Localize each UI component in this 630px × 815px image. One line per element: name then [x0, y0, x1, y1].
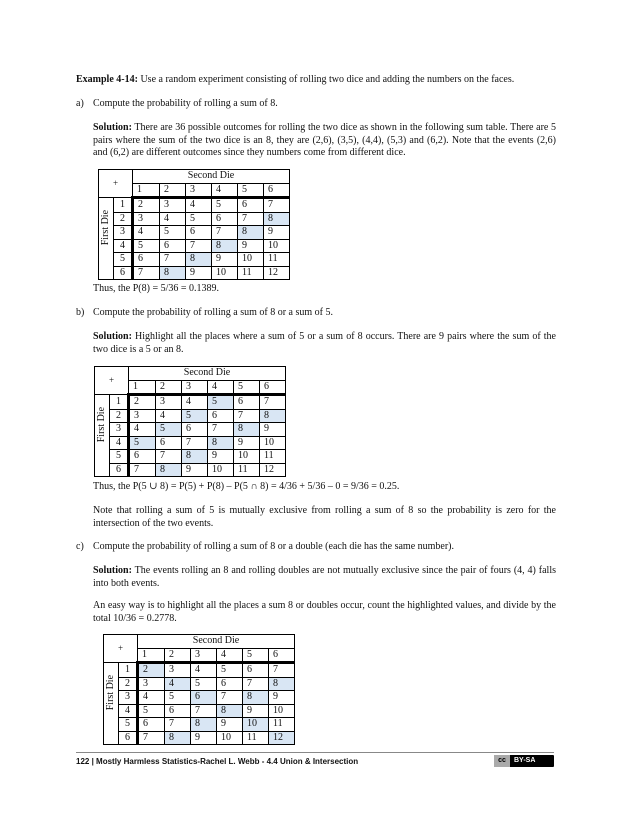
column-header: 3: [182, 380, 208, 395]
sum-cell: 11: [234, 463, 260, 477]
part-b-question: Compute the probability of rolling a sum of 8 or a sum of 5.: [93, 307, 333, 318]
sum-cell: 5: [165, 691, 191, 705]
row-header: 5: [110, 450, 129, 464]
first-die-header: [99, 198, 114, 280]
part-a-solution-text: There are 36 possible outcomes for rolling the two dice as shown in the following sum table. There are 5 pairs where the sum of the two dice is an 8, they are (2,6), (3,5), (4,4), (5,3) and (6,2). Note that the events (2,6) and (6,2) are different outcomes since they numbers come from different dice.: [93, 122, 556, 158]
sum-table-3: [103, 634, 295, 745]
sum-cell: 3: [160, 198, 186, 213]
column-header: 6: [269, 648, 295, 663]
second-die-header: Second Die: [138, 635, 295, 649]
sum-table-2: [94, 366, 286, 477]
sum-cell: 7: [186, 239, 212, 253]
row-header: 3: [114, 226, 133, 240]
sum-cell: 5: [217, 663, 243, 678]
column-header: 5: [238, 183, 264, 198]
highlighted-sum-cell: 8: [156, 463, 182, 477]
row-header: 1: [114, 198, 133, 213]
highlighted-sum-cell: 2: [138, 663, 165, 678]
column-header: 6: [260, 380, 286, 395]
part-b-solution-text: Highlight all the places where a sum of 5 or a sum of 8 occurs. There are 9 pairs where the sum of the two dice is a 5 or an 8.: [93, 331, 556, 355]
license-text: BY-SA: [514, 756, 536, 764]
sum-cell: 11: [238, 266, 264, 280]
sum-cell: 6: [138, 718, 165, 732]
second-die-header: Second Die: [133, 170, 290, 184]
sum-cell: 7: [269, 663, 295, 678]
sum-cell: 11: [264, 253, 290, 267]
sum-cell: 10: [217, 731, 243, 745]
part-c-text2: An easy way is to highlight all the places a sum 8 or doubles occur, count the highlighted values, and divide by the total 10/36 = 0.2778.: [93, 600, 556, 624]
sum-cell: 6: [165, 704, 191, 718]
footer-rule: [76, 752, 554, 753]
sum-cell: 5: [133, 239, 160, 253]
sum-cell: 7: [212, 226, 238, 240]
sum-cell: 4: [186, 198, 212, 213]
sum-cell: 7: [129, 463, 156, 477]
part-a-solution-heading: Solution:: [93, 122, 132, 133]
column-header: 4: [217, 648, 243, 663]
part-b-solution: [93, 331, 556, 356]
sum-cell: 10: [238, 253, 264, 267]
part-b-label: b): [76, 307, 85, 318]
sum-cell: 7: [191, 704, 217, 718]
highlighted-sum-cell: 8: [269, 677, 295, 691]
highlighted-sum-cell: 4: [165, 677, 191, 691]
dice-sum-table: [98, 169, 290, 280]
sum-cell: 6: [238, 198, 264, 213]
row-header: 6: [110, 463, 129, 477]
sum-cell: 7: [260, 395, 286, 410]
sum-cell: 5: [160, 226, 186, 240]
sum-cell: 7: [160, 253, 186, 267]
highlighted-sum-cell: 5: [208, 395, 234, 410]
sum-cell: 3: [129, 409, 156, 423]
sum-cell: 4: [182, 395, 208, 410]
sum-cell: 7: [182, 436, 208, 450]
row-header: 5: [114, 253, 133, 267]
sum-cell: 7: [165, 718, 191, 732]
sum-cell: 2: [133, 198, 160, 213]
sum-cell: 7: [138, 731, 165, 745]
sum-cell: 11: [260, 450, 286, 464]
highlighted-sum-cell: 6: [191, 691, 217, 705]
sum-cell: 6: [129, 450, 156, 464]
highlighted-sum-cell: 8: [264, 212, 290, 226]
sum-cell: 10: [212, 266, 238, 280]
sum-cell: 9: [212, 253, 238, 267]
example-text: Use a random experiment consisting of rolling two dice and adding the numbers on the faces.: [137, 74, 515, 85]
column-header: 1: [133, 183, 160, 198]
sum-cell: 3: [156, 395, 182, 410]
sum-cell: 12: [264, 266, 290, 280]
highlighted-sum-cell: 8: [217, 704, 243, 718]
highlighted-sum-cell: 12: [269, 731, 295, 745]
part-a-question: Compute the probability of rolling a sum of 8.: [93, 98, 278, 109]
row-header: 5: [119, 718, 138, 732]
part-a-label: a): [76, 98, 84, 109]
column-header: 5: [234, 380, 260, 395]
row-header: 4: [110, 436, 129, 450]
highlighted-sum-cell: 5: [129, 436, 156, 450]
highlighted-sum-cell: 8: [234, 423, 260, 437]
part-a-solution: [93, 122, 556, 160]
plus-corner: +: [99, 170, 133, 198]
sum-cell: 9: [234, 436, 260, 450]
sum-cell: 7: [234, 409, 260, 423]
sum-table-1: [98, 169, 290, 280]
sum-cell: 7: [243, 677, 269, 691]
highlighted-sum-cell: 8: [260, 409, 286, 423]
sum-cell: 4: [129, 423, 156, 437]
sum-cell: 9: [208, 450, 234, 464]
plus-corner: +: [104, 635, 138, 663]
sum-cell: 5: [186, 212, 212, 226]
row-header: 3: [119, 691, 138, 705]
row-header: 6: [114, 266, 133, 280]
sum-cell: 5: [191, 677, 217, 691]
sum-cell: 10: [208, 463, 234, 477]
column-header: 3: [191, 648, 217, 663]
sum-cell: 6: [156, 436, 182, 450]
dice-sum-table: [103, 634, 295, 745]
row-header: 1: [110, 395, 129, 410]
sum-cell: 2: [129, 395, 156, 410]
column-header: 1: [129, 380, 156, 395]
part-c-question: Compute the probability of rolling a sum of 8 or a double (each die has the same number).: [93, 541, 455, 552]
sum-cell: 3: [138, 677, 165, 691]
highlighted-sum-cell: 8: [191, 718, 217, 732]
part-b-note: Note that rolling a sum of 5 is mutually exclusive from rolling a sum of 8 so the probability is zero for the intersection of the two events.: [93, 505, 556, 529]
sum-cell: 9: [269, 691, 295, 705]
sum-cell: 6: [243, 663, 269, 678]
column-header: 1: [138, 648, 165, 663]
sum-cell: 6: [217, 677, 243, 691]
sum-cell: 6: [212, 212, 238, 226]
part-b-result: Thus, the P(5 ∪ 8) = P(5) + P(8) – P(5 ∩ 8) = 4/36 + 5/36 – 0 = 9/36 = 0.25.: [93, 481, 400, 492]
column-header: 4: [208, 380, 234, 395]
sum-cell: 7: [208, 423, 234, 437]
sum-cell: 3: [165, 663, 191, 678]
dice-sum-table: [94, 366, 286, 477]
part-c-solution-heading: Solution:: [93, 565, 132, 576]
sum-cell: 11: [243, 731, 269, 745]
sum-cell: 9: [217, 718, 243, 732]
part-c-solution: [93, 565, 556, 590]
row-header: 3: [110, 423, 129, 437]
highlighted-sum-cell: 8: [208, 436, 234, 450]
part-a-result: Thus, the P(8) = 5/36 = 0.1389.: [93, 283, 219, 294]
sum-cell: 10: [264, 239, 290, 253]
sum-cell: 9: [182, 463, 208, 477]
sum-cell: 4: [160, 212, 186, 226]
plus-corner: +: [95, 367, 129, 395]
sum-cell: 5: [212, 198, 238, 213]
sum-cell: 9: [191, 731, 217, 745]
sum-cell: 9: [264, 226, 290, 240]
first-die-header: [95, 395, 110, 477]
column-header: 3: [186, 183, 212, 198]
sum-cell: 4: [191, 663, 217, 678]
highlighted-sum-cell: 8: [212, 239, 238, 253]
row-header: 2: [119, 677, 138, 691]
row-header: 1: [119, 663, 138, 678]
sum-cell: 9: [186, 266, 212, 280]
sum-cell: 7: [217, 691, 243, 705]
highlighted-sum-cell: 8: [186, 253, 212, 267]
sum-cell: 12: [260, 463, 286, 477]
sum-cell: 9: [260, 423, 286, 437]
sum-cell: 3: [133, 212, 160, 226]
highlighted-sum-cell: 8: [182, 450, 208, 464]
footer-text: 122 | Mostly Harmless Statistics-Rachel L. Webb - 4.4 Union & Intersection: [76, 757, 359, 766]
sum-cell: 6: [186, 226, 212, 240]
sum-cell: 9: [238, 239, 264, 253]
sum-cell: 7: [264, 198, 290, 213]
highlighted-sum-cell: 8: [160, 266, 186, 280]
highlighted-sum-cell: 8: [165, 731, 191, 745]
highlighted-sum-cell: 8: [243, 691, 269, 705]
sum-cell: 5: [138, 704, 165, 718]
column-header: 4: [212, 183, 238, 198]
cc-icon: cc: [494, 755, 510, 767]
sum-cell: 10: [269, 704, 295, 718]
part-b-solution-heading: Solution:: [93, 331, 132, 342]
row-header: 4: [119, 704, 138, 718]
row-header: 2: [110, 409, 129, 423]
first-die-label: First Die: [99, 210, 111, 246]
column-header: 2: [156, 380, 182, 395]
sum-cell: 11: [269, 718, 295, 732]
row-header: 4: [114, 239, 133, 253]
example-intro: [76, 74, 556, 87]
sum-cell: 10: [260, 436, 286, 450]
part-c-solution-text: The events rolling an 8 and rolling doubles are not mutually exclusive since the pair of fours (4, 4) falls into both events.: [93, 565, 556, 589]
sum-cell: 6: [182, 423, 208, 437]
sum-cell: 10: [234, 450, 260, 464]
column-header: 5: [243, 648, 269, 663]
license-badge: [494, 755, 554, 767]
second-die-header: Second Die: [129, 367, 286, 381]
row-header: 2: [114, 212, 133, 226]
highlighted-sum-cell: 10: [243, 718, 269, 732]
column-header: 2: [160, 183, 186, 198]
part-c-label: c): [76, 541, 84, 552]
sum-cell: 6: [208, 409, 234, 423]
sum-cell: 6: [234, 395, 260, 410]
first-die-label: First Die: [95, 407, 107, 443]
example-heading: Example 4-14:: [76, 74, 138, 85]
sum-cell: 6: [133, 253, 160, 267]
highlighted-sum-cell: 5: [156, 423, 182, 437]
first-die-header: [104, 663, 119, 745]
sum-cell: 9: [243, 704, 269, 718]
sum-cell: 7: [133, 266, 160, 280]
sum-cell: 4: [156, 409, 182, 423]
sum-cell: 4: [138, 691, 165, 705]
highlighted-sum-cell: 8: [238, 226, 264, 240]
row-header: 6: [119, 731, 138, 745]
first-die-label: First Die: [104, 675, 116, 711]
column-header: 2: [165, 648, 191, 663]
sum-cell: 4: [133, 226, 160, 240]
sum-cell: 7: [238, 212, 264, 226]
highlighted-sum-cell: 5: [182, 409, 208, 423]
sum-cell: 7: [156, 450, 182, 464]
column-header: 6: [264, 183, 290, 198]
sum-cell: 6: [160, 239, 186, 253]
